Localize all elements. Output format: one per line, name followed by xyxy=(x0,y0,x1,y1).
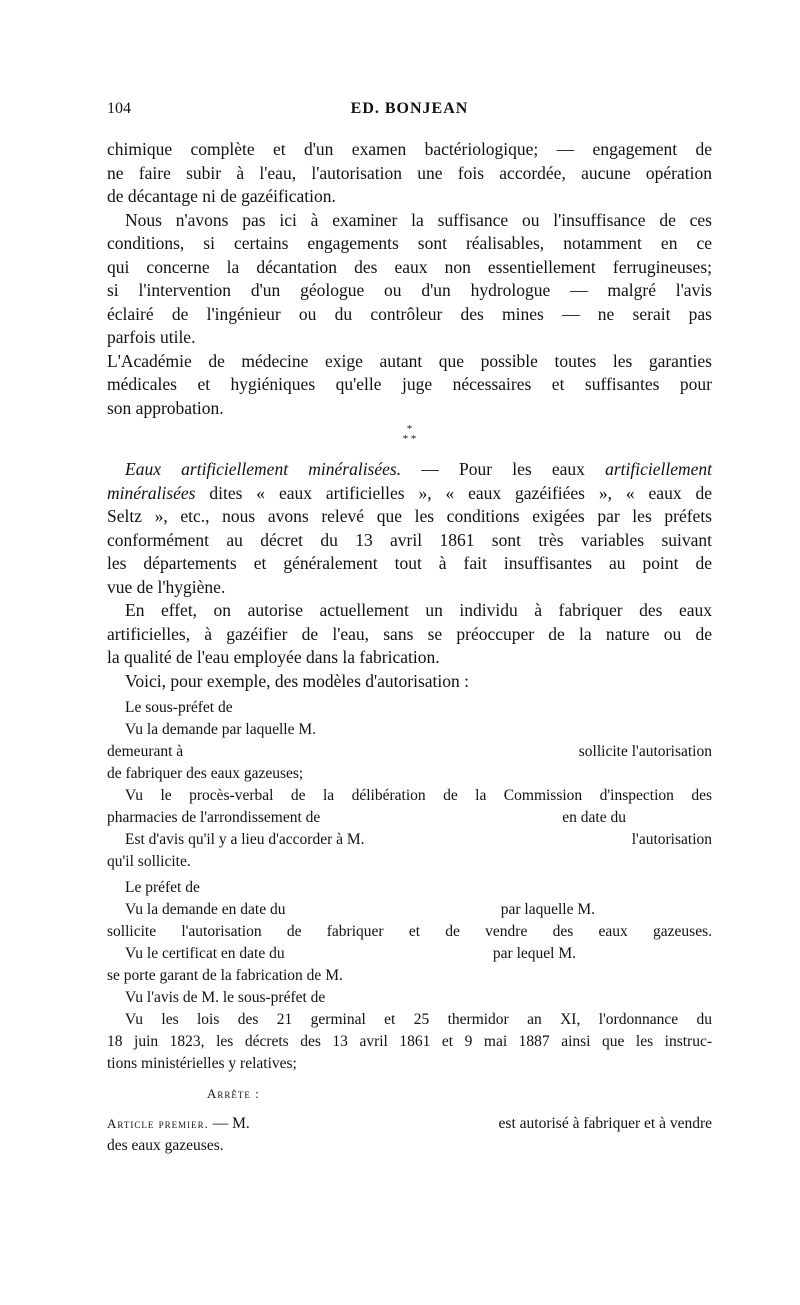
paragraph-2 xyxy=(107,209,712,350)
article-label: Article premier. xyxy=(107,1116,209,1131)
form-line xyxy=(107,1113,712,1135)
text-line: son approbation. xyxy=(107,397,224,418)
paragraph-6: Voici, pour exemple, des modèles d'autorisation : xyxy=(125,670,470,691)
form-line xyxy=(107,899,712,921)
text-line: Nous n'avons pas ici à examiner la suffisance ou l'insuffisance de ces xyxy=(125,209,712,230)
text-line: la qualité de l'eau employée dans la fabrication. xyxy=(107,647,440,667)
running-head: ED. BONJEAN xyxy=(350,100,469,117)
form-line-right: par laquelle M. xyxy=(500,901,595,918)
asterism-bottom: * * xyxy=(402,433,417,445)
paragraph-3 xyxy=(107,350,712,421)
form-line-right: l'autorisation xyxy=(631,831,712,848)
text-line xyxy=(107,458,712,482)
form-line: Vu la demande par laquelle M. xyxy=(125,721,317,738)
italic-term: minéralisées xyxy=(107,482,196,503)
page-header xyxy=(107,100,712,124)
text-fragment: — Pour les eaux xyxy=(401,459,606,479)
text-line: de décantage ni de gazéification. xyxy=(107,186,336,206)
paragraph-4 xyxy=(107,458,712,599)
form-line: des eaux gazeuses. xyxy=(107,1137,224,1154)
text-line: En effet, on autorise actuellement un individu à fabriquer des eaux xyxy=(125,600,712,620)
form-line-left: demeurant à xyxy=(107,743,184,760)
text-line: ne faire subir à l'eau, l'autorisation une fois accordée, aucune opération xyxy=(107,162,712,183)
form-line: Le préfet de xyxy=(125,879,200,896)
form-line-right: sollicite l'autorisation xyxy=(578,743,712,760)
paragraph-5 xyxy=(107,599,712,670)
form-line-left: Vu le certificat en date du xyxy=(125,945,285,962)
text-line: L'Académie de médecine exige autant que possible toutes les garanties xyxy=(107,350,712,371)
form-line xyxy=(107,829,712,851)
form-line: Vu le procès-verbal de la délibération de la Commission d'inspection des xyxy=(125,787,712,804)
form-line-right: est autorisé à fabriquer et à vendre xyxy=(498,1115,712,1132)
form-line: Vu les lois des 21 germinal et 25 thermidor an XI, l'ordonnance du xyxy=(125,1011,712,1028)
text-line: parfois utile. xyxy=(107,327,196,347)
text-line: les départements et généralement tout à fait insuffisantes au point de xyxy=(107,553,712,573)
form-line: se porte garant de la fabrication de M. xyxy=(107,967,343,984)
form-line: sollicite l'autorisation de fabriquer et de vendre des eaux gazeuses. xyxy=(107,923,712,940)
asterism-top: * xyxy=(406,423,413,435)
section-title: Eaux artificiellement minéralisées. xyxy=(125,459,402,479)
text-line: conditions, si certains engagements sont réalisables, notamment en ce xyxy=(107,233,712,253)
text-line xyxy=(107,482,712,506)
form-line-left: Est d'avis qu'il y a lieu d'accorder à M. xyxy=(125,831,365,848)
authorization-model-1 xyxy=(107,697,712,873)
text-line: vue de l'hygiène. xyxy=(107,576,226,597)
form-line-left: Vu la demande en date du xyxy=(125,901,286,918)
form-line: qu'il sollicite. xyxy=(107,853,191,870)
page-number: 104 xyxy=(107,100,131,117)
text-fragment: — M. xyxy=(208,1115,250,1132)
form-line: Le sous-préfet de xyxy=(125,699,233,716)
paragraph-1 xyxy=(107,138,712,209)
form-line: 18 juin 1823, les décrets des 13 avril 1861 et 9 mai 1887 ainsi que les instruc- xyxy=(107,1033,712,1050)
text-line: Seltz », etc., nous avons relevé que les conditions exigées par les préfets xyxy=(107,506,712,526)
main-text xyxy=(107,138,712,693)
text-line: artificielles, à gazéifier de l'eau, sans se préoccuper de la nature ou de xyxy=(107,623,712,644)
authorization-model-2 xyxy=(107,877,712,1157)
form-line-right: par lequel M. xyxy=(492,945,576,962)
section-separator-asterism xyxy=(107,424,712,444)
text-line: qui concerne la décantation des eaux non essentiellement ferrugineuses; xyxy=(107,256,712,277)
form-line: Vu l'avis de M. le sous-préfet de xyxy=(125,989,326,1006)
italic-term: artificiellement xyxy=(605,459,712,479)
text-line: médicales et hygiéniques qu'elle juge nécessaires et suffisantes pour xyxy=(107,374,712,394)
text-line: chimique complète et d'un examen bactériologique; — engagement de xyxy=(107,139,712,159)
form-line-left xyxy=(107,1113,250,1135)
form-line-right: en date du xyxy=(562,809,626,826)
text-line: éclairé de l'ingénieur ou du contrôleur des mines — ne serait pas xyxy=(107,303,712,324)
form-line: de fabriquer des eaux gazeuses; xyxy=(107,765,304,782)
form-line-left: pharmacies de l'arrondissement de xyxy=(107,809,321,826)
form-line xyxy=(107,741,712,763)
text-line: si l'intervention d'un géologue ou d'un hydrologue — malgré l'avis xyxy=(107,280,712,300)
form-line: tions ministérielles y relatives; xyxy=(107,1055,297,1072)
text-line: conformément au décret du 13 avril 1861 sont très variables suivant xyxy=(107,529,712,550)
arrete-heading: Arrête : xyxy=(207,1086,260,1101)
form-line xyxy=(107,807,712,829)
form-line xyxy=(107,943,712,965)
text-fragment: dites « eaux artificielles », « eaux gazéifiées », « eaux de xyxy=(195,482,712,503)
